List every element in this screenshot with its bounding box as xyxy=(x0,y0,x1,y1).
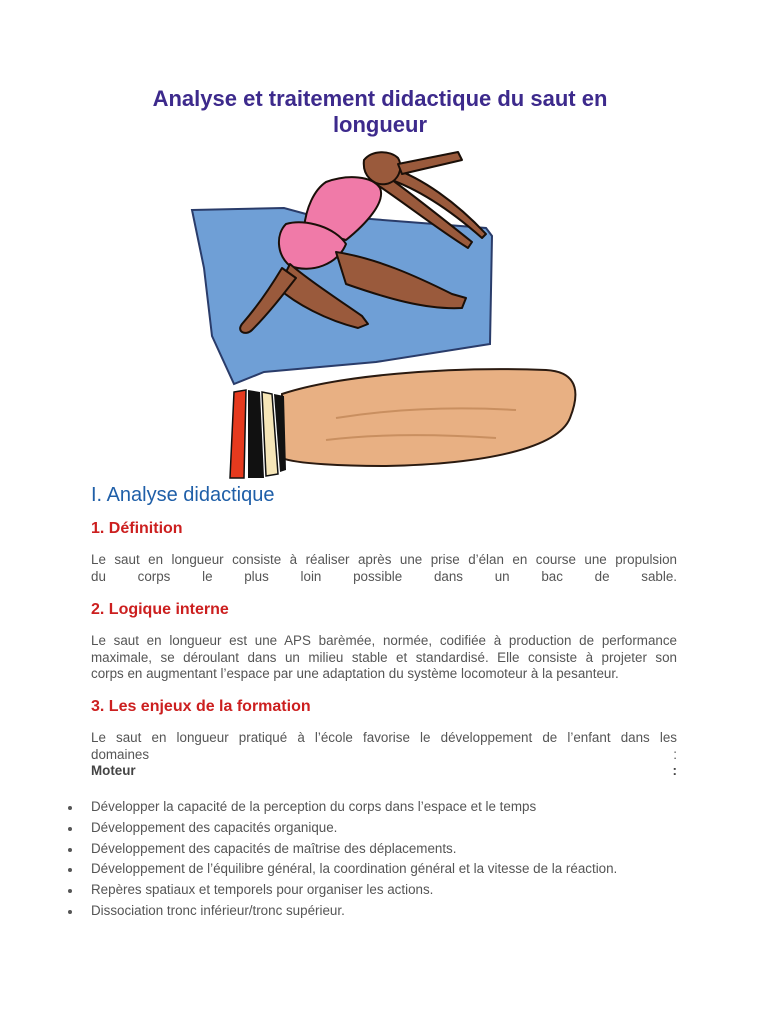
page-title: Analyse et traitement didactique du saut en longueur xyxy=(152,86,608,137)
list-item: Développement des capacités de maîtrise des déplacements. xyxy=(66,839,706,860)
paragraph-logique-interne xyxy=(91,633,677,683)
bullet-icon xyxy=(68,889,72,893)
enjeux-colon-1: : xyxy=(673,746,677,762)
list-item: Développement de l’équilibre général, la coordination général et la vitesse de la réaction. xyxy=(66,859,706,880)
bullet-icon xyxy=(68,910,72,914)
definition-line-2: du corps le plus loin possible dans un bac de sable. xyxy=(91,568,677,584)
enjeux-moteur: Moteur xyxy=(91,763,136,779)
list-item: Dissociation tronc inférieur/tronc supérieur. xyxy=(66,901,706,922)
logique-line-2: maximale, se déroulant dans un milieu stable et standardisé. Elle consiste à projeter son xyxy=(91,649,677,665)
section-heading-analyse: I. Analyse didactique xyxy=(91,484,275,506)
heading-logique-interne: 2. Logique interne xyxy=(91,601,229,618)
list-item: Développer la capacité de la perception du corps dans l’espace et le temps xyxy=(66,797,706,818)
enjeux-colon-2: : xyxy=(672,763,677,779)
long-jumper-clipart-icon xyxy=(186,148,582,484)
moteur-bullet-list xyxy=(66,797,706,922)
list-item: Développement des capacités organique. xyxy=(66,818,706,839)
enjeux-line-3 xyxy=(91,763,677,780)
enjeux-line-1: Le saut en longueur pratiqué à l’école favorise le développement de l’enfant dans les xyxy=(91,730,677,745)
logique-line-1: Le saut en longueur est une APS barèmée, normée, codifiée à production de performance xyxy=(91,633,677,648)
logique-line-3: corps en augmentant l’espace par une adaptation du système locomoteur à la pesanteur. xyxy=(91,666,619,682)
bullet-icon xyxy=(68,848,72,852)
heading-definition: 1. Définition xyxy=(91,520,183,537)
paragraph-definition xyxy=(91,552,677,585)
list-item: Repères spatiaux et temporels pour organiser les actions. xyxy=(66,880,706,901)
enjeux-line-2 xyxy=(91,747,677,764)
paragraph-enjeux xyxy=(91,730,677,780)
enjeux-domaines: domaines xyxy=(91,746,150,762)
heading-enjeux: 3. Les enjeux de la formation xyxy=(91,698,311,715)
bullet-icon xyxy=(68,806,72,810)
definition-line-1: Le saut en longueur consiste à réaliser après une prise d’élan en course une propulsion xyxy=(91,552,677,567)
bullet-icon xyxy=(68,827,72,831)
bullet-icon xyxy=(68,868,72,872)
